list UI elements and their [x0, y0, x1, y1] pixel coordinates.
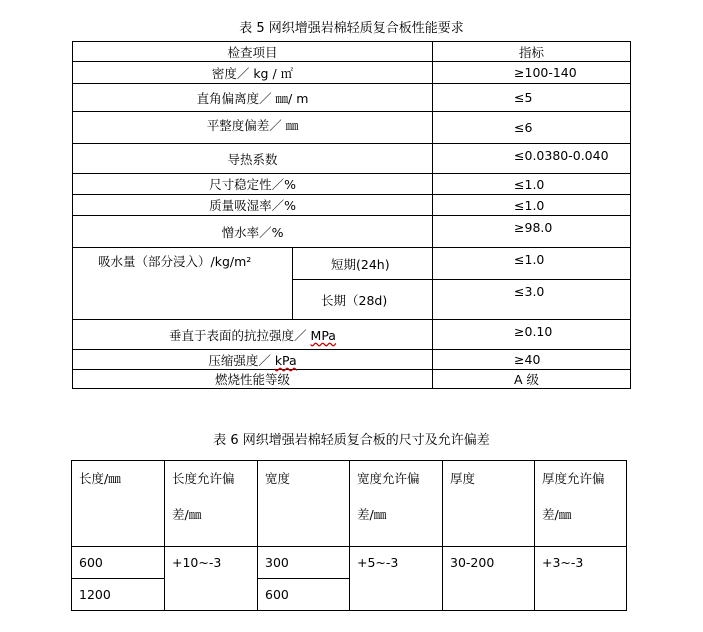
row-item: 质量吸湿率／% [73, 195, 433, 216]
row-value: ≥40 [433, 350, 631, 370]
table-header-row [73, 42, 631, 62]
header-line1: 宽度 [265, 471, 291, 486]
cell-width: 600 [258, 579, 350, 611]
table-row [73, 370, 631, 389]
row-item: 密度／ kg / ㎡ [73, 62, 433, 84]
cell-length: 1200 [72, 579, 165, 611]
water-absorption-item: 吸水量（部分浸入）/kg/m² [73, 248, 293, 320]
table-row [73, 216, 631, 248]
table-row [73, 350, 631, 370]
row-item: 平整度偏差／ ㎜ [73, 112, 433, 144]
row-item: 导热系数 [73, 144, 433, 174]
row-item-unit: kPa [274, 352, 297, 368]
row-value: ≥0.10 [433, 320, 631, 350]
row-item [73, 370, 433, 389]
header-thickness [443, 461, 535, 547]
header-thickness-tolerance [535, 461, 627, 547]
row-item: 尺寸稳定性／% [73, 174, 433, 195]
row-item-text: 燃烧性能等级 [215, 372, 291, 387]
row-value: ≤1.0 [433, 195, 631, 216]
header-line1: 厚度允许偏 [542, 471, 605, 486]
long-term-value: ≤3.0 [433, 280, 631, 320]
header-line1: 厚度 [450, 471, 476, 486]
table-row [73, 195, 631, 216]
long-term-label: 长期（28d) [293, 280, 433, 320]
row-item [73, 350, 433, 370]
row-item-text: 压缩强度／ [208, 352, 275, 368]
row-value: ≤5 [433, 84, 631, 112]
row-value: A 级 [433, 370, 631, 389]
cell-width: 300 [258, 547, 350, 579]
table-header-row [72, 461, 627, 547]
header-length-tolerance [165, 461, 258, 547]
table-row [73, 320, 631, 350]
row-item: 憎水率／% [73, 216, 433, 248]
header-line2: 差/㎜ [542, 507, 572, 522]
header-width-tolerance [350, 461, 443, 547]
row-value: ≥100-140 [433, 62, 631, 84]
table-row [73, 248, 631, 280]
table-row [73, 144, 631, 174]
table6-caption: 表 6 网织增强岩棉轻质复合板的尺寸及允许偏差 [213, 433, 490, 448]
short-term-value: ≤1.0 [433, 248, 631, 280]
row-value: ≤1.0 [433, 174, 631, 195]
header-line1: 长度允许偏 [172, 471, 235, 486]
header-length [72, 461, 165, 547]
cell-length: 600 [72, 547, 165, 579]
row-value: ≥98.0 [433, 216, 631, 248]
table-row [72, 547, 627, 579]
row-value: ≤0.0380-0.040 [433, 144, 631, 174]
table5-caption: 表 5 网织增强岩棉轻质复合板性能要求 [239, 21, 464, 36]
row-item [73, 320, 433, 350]
table-row [73, 84, 631, 112]
cell-length-tolerance: +10~-3 [165, 547, 258, 611]
header-line2: 差/㎜ [172, 507, 202, 522]
table-row [73, 174, 631, 195]
row-item: 直角偏离度／ ㎜/ m [73, 84, 433, 112]
header-line2: 差/㎜ [357, 507, 387, 522]
header-width [258, 461, 350, 547]
dimension-table [71, 460, 627, 611]
table-row [73, 112, 631, 144]
table-row [73, 62, 631, 84]
performance-table [72, 41, 631, 389]
header-value: 指标 [433, 42, 631, 62]
row-item-unit: MPa [310, 327, 336, 343]
header-line1: 宽度允许偏 [357, 471, 420, 486]
cell-thickness: 30-200 [443, 547, 535, 611]
row-value: ≤6 [433, 112, 631, 144]
short-term-label: 短期(24h) [293, 248, 433, 280]
cell-width-tolerance: +5~-3 [350, 547, 443, 611]
header-line1: 长度/㎜ [79, 471, 121, 486]
cell-thickness-tolerance: +3~-3 [535, 547, 627, 611]
row-item-text: 垂直于表面的抗拉强度／ [169, 327, 311, 343]
header-item: 检查项目 [73, 42, 433, 62]
